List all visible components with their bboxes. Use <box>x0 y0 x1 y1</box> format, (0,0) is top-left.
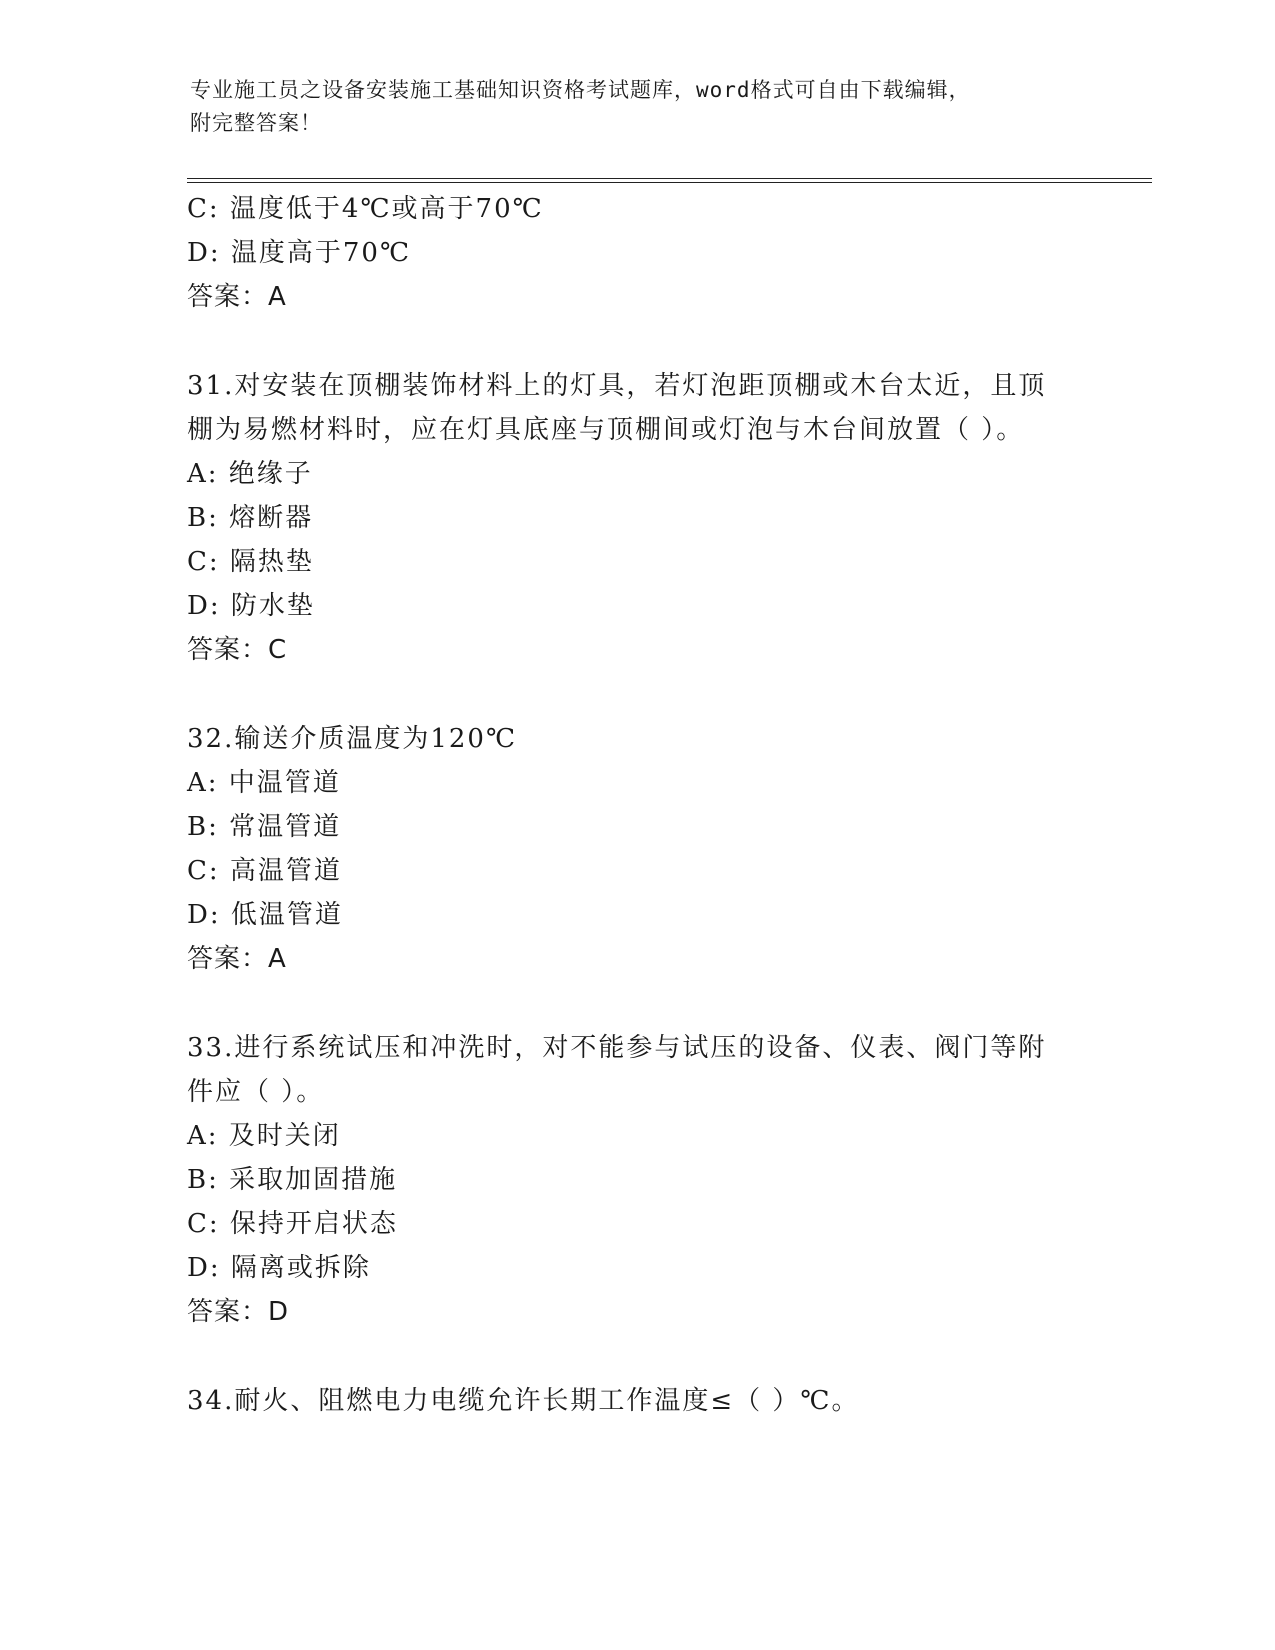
q33-option-d: D: 隔离或拆除 <box>187 1253 371 1283</box>
q31-answer: 答案：C <box>187 635 288 665</box>
q32-option-b: B: 常温管道 <box>187 812 342 842</box>
q31-option-c: C: 隔热垫 <box>187 547 314 577</box>
q32-stem-line-1: 32.输送介质温度为120℃ <box>187 724 518 754</box>
q32-option-c: C: 高温管道 <box>187 856 342 886</box>
q32-option-d: D: 低温管道 <box>187 900 343 930</box>
q33-option-a: A: 及时关闭 <box>187 1121 341 1151</box>
q33-stem-line-1: 33.进行系统试压和冲洗时，对不能参与试压的设备、仪表、阀门等附 <box>187 1033 1047 1063</box>
q32-answer: 答案：A <box>187 944 287 974</box>
q33-option-b: B: 采取加固措施 <box>187 1165 398 1195</box>
q33-stem-line-2: 件应（ ）。 <box>187 1077 325 1107</box>
document-header <box>190 74 1070 140</box>
q33-answer: 答案：D <box>187 1297 290 1327</box>
header-divider-bottom <box>187 182 1152 183</box>
q34-stem-line-1: 34.耐火、阻燃电力电缆允许长期工作温度≤（ ）℃。 <box>187 1386 860 1416</box>
q31-stem-line-1: 31.对安装在顶棚装饰材料上的灯具，若灯泡距顶棚或木台太近，且顶 <box>187 371 1047 401</box>
q33-option-c: C: 保持开启状态 <box>187 1209 398 1239</box>
q32-option-a: A: 中温管道 <box>187 768 341 798</box>
header-line-2: 附完整答案！ <box>190 111 322 135</box>
header-divider-top <box>187 178 1152 179</box>
q31-option-a: A: 绝缘子 <box>187 459 313 489</box>
q31-option-d: D: 防水垫 <box>187 591 315 621</box>
header-line-1: 专业施工员之设备安装施工基础知识资格考试题库，word格式可自由下载编辑， <box>190 78 971 102</box>
q31-stem-line-2: 棚为易燃材料时，应在灯具底座与顶棚间或灯泡与木台间放置（ ）。 <box>187 415 1025 445</box>
prev-answer: 答案：A <box>187 282 287 312</box>
q31-option-b: B: 熔断器 <box>187 503 314 533</box>
prev-option-d: D: 温度高于70℃ <box>187 238 412 268</box>
prev-option-c: C: 温度低于4℃或高于70℃ <box>187 194 544 224</box>
